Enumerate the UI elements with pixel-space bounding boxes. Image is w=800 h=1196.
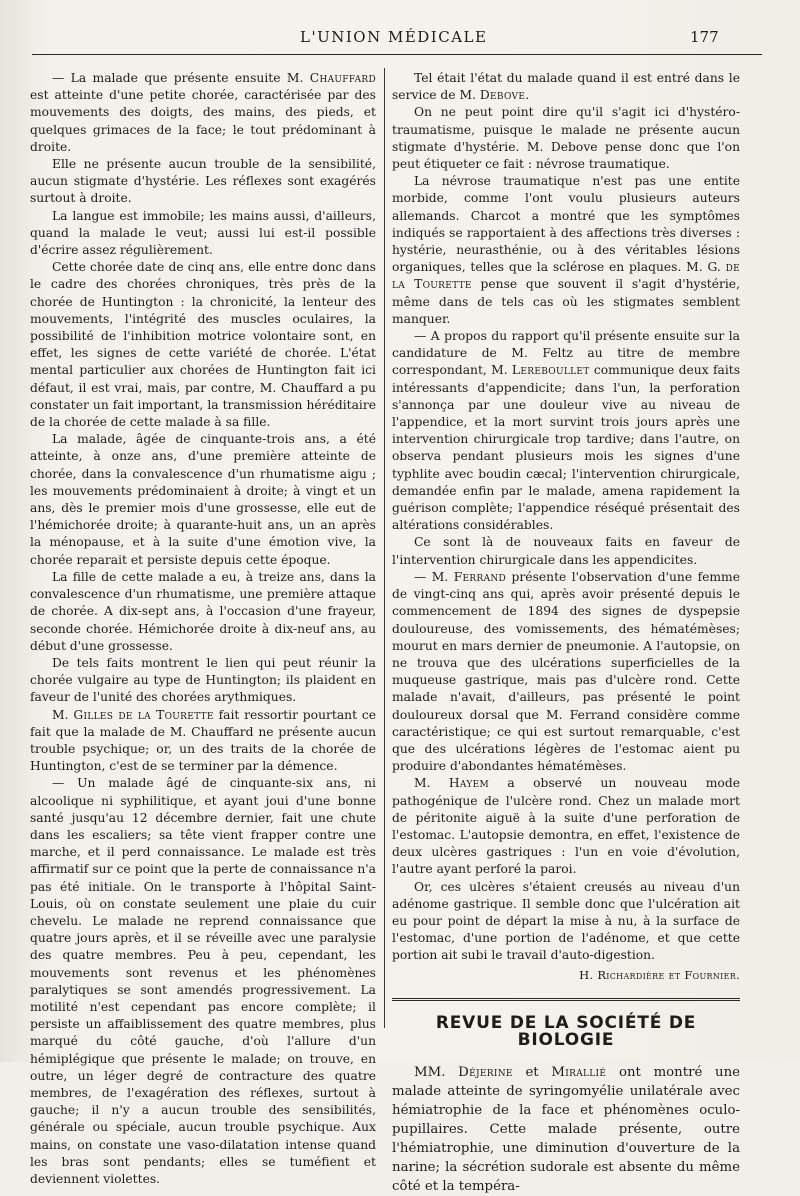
paragraph: La névrose traumatique n'est pas une entite morbide, comme l'ont voulu plusieurs auteurs allemands. Charcot a montré que les symptômes indiqués se rapportaient à des affections très diverses : hystérie, neurasthénie, ou à des véritables lésions organiques, telles que la sclérose en plaques. M. G. de la Tourette pense que souvent il s'agit d'hystérie, même dans de tels cas où les stigmates semblent manquer. (392, 174, 740, 326)
running-head (0, 28, 800, 52)
author-name: Hayem (448, 776, 489, 791)
paragraph: Ce sont là de nouveaux faits en faveur de l'intervention chirurgicale dans les appendicites. (392, 535, 740, 567)
section-heading: REVUE DE LA SOCIÉTÉ DE BIOLOGIE (435, 1012, 697, 1050)
paragraph: MM. Déjerine et Mirallié ont montré une malade atteinte de syringomyélie unilatérale avec hémiatrophie de la face et phénomènes oculo-pupillaires. Cette malade présente, outre l'hémiatrophie, une diminution d'ouverture de la narine; la sécrétion sudorale est absente du même côté et la tempéra- (392, 1065, 740, 1195)
paragraph: Tel était l'état du malade quand il est entré dans le service de M. Debove. (392, 71, 740, 103)
author-name: Gilles de la Tourette (73, 707, 214, 722)
paragraph: La malade, âgée de cinquante-trois ans, a été atteinte, à onze ans, d'une première atteinte de chorée, dans la convalescence d'un rhumatisme aigu ; les mouvements prédominaient à droite; à vingt et un ans, dès le premier mois d'une grossesse, elle eut de l'hémichorée droite; à quarante-huit ans, un an après la ménopause, et à la suite d'une émotion vive, la chorée reparait et persiste depuis cette époque. (30, 432, 376, 567)
paragraph: Cette chorée date de cinq ans, elle entre donc dans le cadre des chorées chroniques, très près de la chorée de Huntington : la chronicité, la lenteur des mouvements, l'intégrité des muscles oculaires, la possibilité de l'inhibition motrice volontaire sont, en effet, les signes de cette variété de chorée. L'état mental particulier aux chorées de Huntington fait ici défaut, il est vrai, mais, par contre, M. Chauffard a pu constater un fait important, la transmission héréditaire de la chorée de cette malade à sa fille. (30, 260, 376, 430)
section-rule (392, 998, 740, 1001)
left-column (30, 70, 376, 1188)
paragraph: La langue est immobile; les mains aussi, d'ailleurs, quand la malade le veut; aussi lui est-il possible d'écrire assez régulièrement. (30, 208, 376, 258)
author-name: de la Tourette (392, 260, 740, 292)
paragraph: Or, ces ulcères s'étaient creusés au niveau d'un adénome gastrique. Il semble donc que l'ulcération ait eu pour point de départ la mise à nu, à la surface de l'estomac, d'une portion de l'adénome, et que cette portion ait subi le travail d'auto-digestion. (392, 879, 740, 963)
right-column (392, 70, 740, 1196)
page-number: 177 (690, 28, 719, 46)
author-name: Ferrand (453, 569, 507, 584)
column-divider (384, 68, 385, 1028)
paragraph: — M. Ferrand présente l'observation d'une femme de vingt-cinq ans qui, après avoir présenté depuis le commencement de 1894 des signes de dyspepsie douloureuse, des vomissements, des hématémèses; mourut en mars dernier de pneumonie. A l'autopsie, on ne trouva que des ulcérations superficielles de la muqueuse gastrique, mais pas d'ulcère rond. Cette malade n'avait, d'ailleurs, pas présenté le point douloureux dorsal que M. Ferrand considère comme caractéristique; ce qui est surtout remarquable, c'est que des ulcérations légères de l'estomac aient pu produire d'abondantes hématémèses. (392, 569, 740, 774)
paragraph: La fille de cette malade a eu, à treize ans, dans la convalescence d'un rhumatisme, une première attaque de chorée. A dix-sept ans, à l'occasion d'une frayeur, seconde chorée. Hémichorée droite à dix-neuf ans, au début d'une grossesse. (30, 569, 376, 653)
paragraph: — Un malade âgé de cinquante-six ans, ni alcoolique ni syphilitique, et ayant joui d'une bonne santé jusqu'au 12 décembre dernier, fait une chute dans les escaliers; sa tête vient frapper contre une marche, et il perd connaissance. Le malade est très affirmatif sur ce point que la perte de connaissance n'a pas été initiale. On le transporte à l'hôpital Saint-Louis, où on constate seulement une plaie du cuir chevelu. Le malade ne reprend connaissance que quatre jours après, et il se réveille avec une paralysie des quatre membres. Peu à peu, cependant, les mouvements sont revenus et les phénomènes paralytiques se sont amendés progressivement. La motilité n'est cependant pas encore complète; il persiste un affaiblissement des quatre membres, plus marqué du côté gauche, d'où l'allure d'un hémiplégique que présente le malade; on trouve, en outre, un léger degré de contracture des quatre membres, de l'exagération des réflexes, surtout à gauche; il n'y a aucun trouble des sensibilités, générale ou spéciale, aucun trouble psychique. Aux mains, on constate une vaso-dilatation intense quand les bras sont pendants; elles se tuméfient et deviennent violettes. (30, 776, 376, 1186)
paragraph: M. Gilles de la Tourette fait ressortir pourtant ce fait que la malade de M. Chauffard ne présente aucun trouble psychique; or, un des traits de la chorée de Huntington, c'est de se terminer par la démence. (30, 707, 377, 774)
journal-title: L'UNION MÉDICALE (300, 28, 488, 46)
author-name: Mirallié (551, 1065, 607, 1081)
signature: H. Richardière et Fournier. (579, 967, 740, 982)
author-name: Lereboullet (511, 363, 590, 378)
paragraph: — A propos du rapport qu'il présente ensuite sur la candidature de M. Feltz au titre de membre correspondant, M. Lereboullet communique deux faits intéressants d'appendicite; dans l'un, la perforation s'annonça par une douleur vive au niveau de l'appendice, et la mort survint trois jours après une intervention chirurgicale trop tardive; dans l'autre, on observa pendant plusieurs mois les signes d'une typhlite avec boudin cæcal; l'intervention chirurgicale, demandée enfin par le malade, amena rapidement la guérison complète; l'appendice réséqué présentait des altérations considérables. (392, 329, 741, 533)
author-name: Déjerine (458, 1065, 513, 1081)
paragraph: Elle ne présente aucun trouble de la sensibilité, aucun stigmate d'hystérie. Les réflexes sont exagérés surtout à droite. (30, 157, 376, 206)
author-name: Debove (479, 88, 526, 103)
paragraph: On ne peut point dire qu'il s'agit ici d'hystéro-traumatisme, puisque le malade ne présente aucun stigmate d'hystérie. M. Debove pense donc que l'on peut étiqueter ce fait : névrose traumatique. (392, 105, 740, 172)
header-rule (32, 54, 762, 55)
paragraph: — La malade que présente ensuite M. Chauffard est atteinte d'une petite chorée, caractérisée par des mouvements des doigts, des mains, des pieds, et quelques grimaces de la face; le tout prédominant à droite. (30, 71, 376, 154)
paragraph: De tels faits montrent le lien qui peut réunir la chorée vulgaire au type de Huntington; ils plaident en faveur de l'unité des chorées arythmiques. (30, 655, 376, 705)
author-name: Chauffard (309, 71, 376, 85)
paragraph: M. Hayem a observé un nouveau mode pathogénique de l'ulcère rond. Chez un malade mort de péritonite aiguë à la suite d'une perforation de l'estomac. L'autopsie demontra, en effet, l'existence de deux ulcères gastriques : l'un en voie d'évolution, l'autre ayant perforé la paroi. (392, 776, 740, 877)
